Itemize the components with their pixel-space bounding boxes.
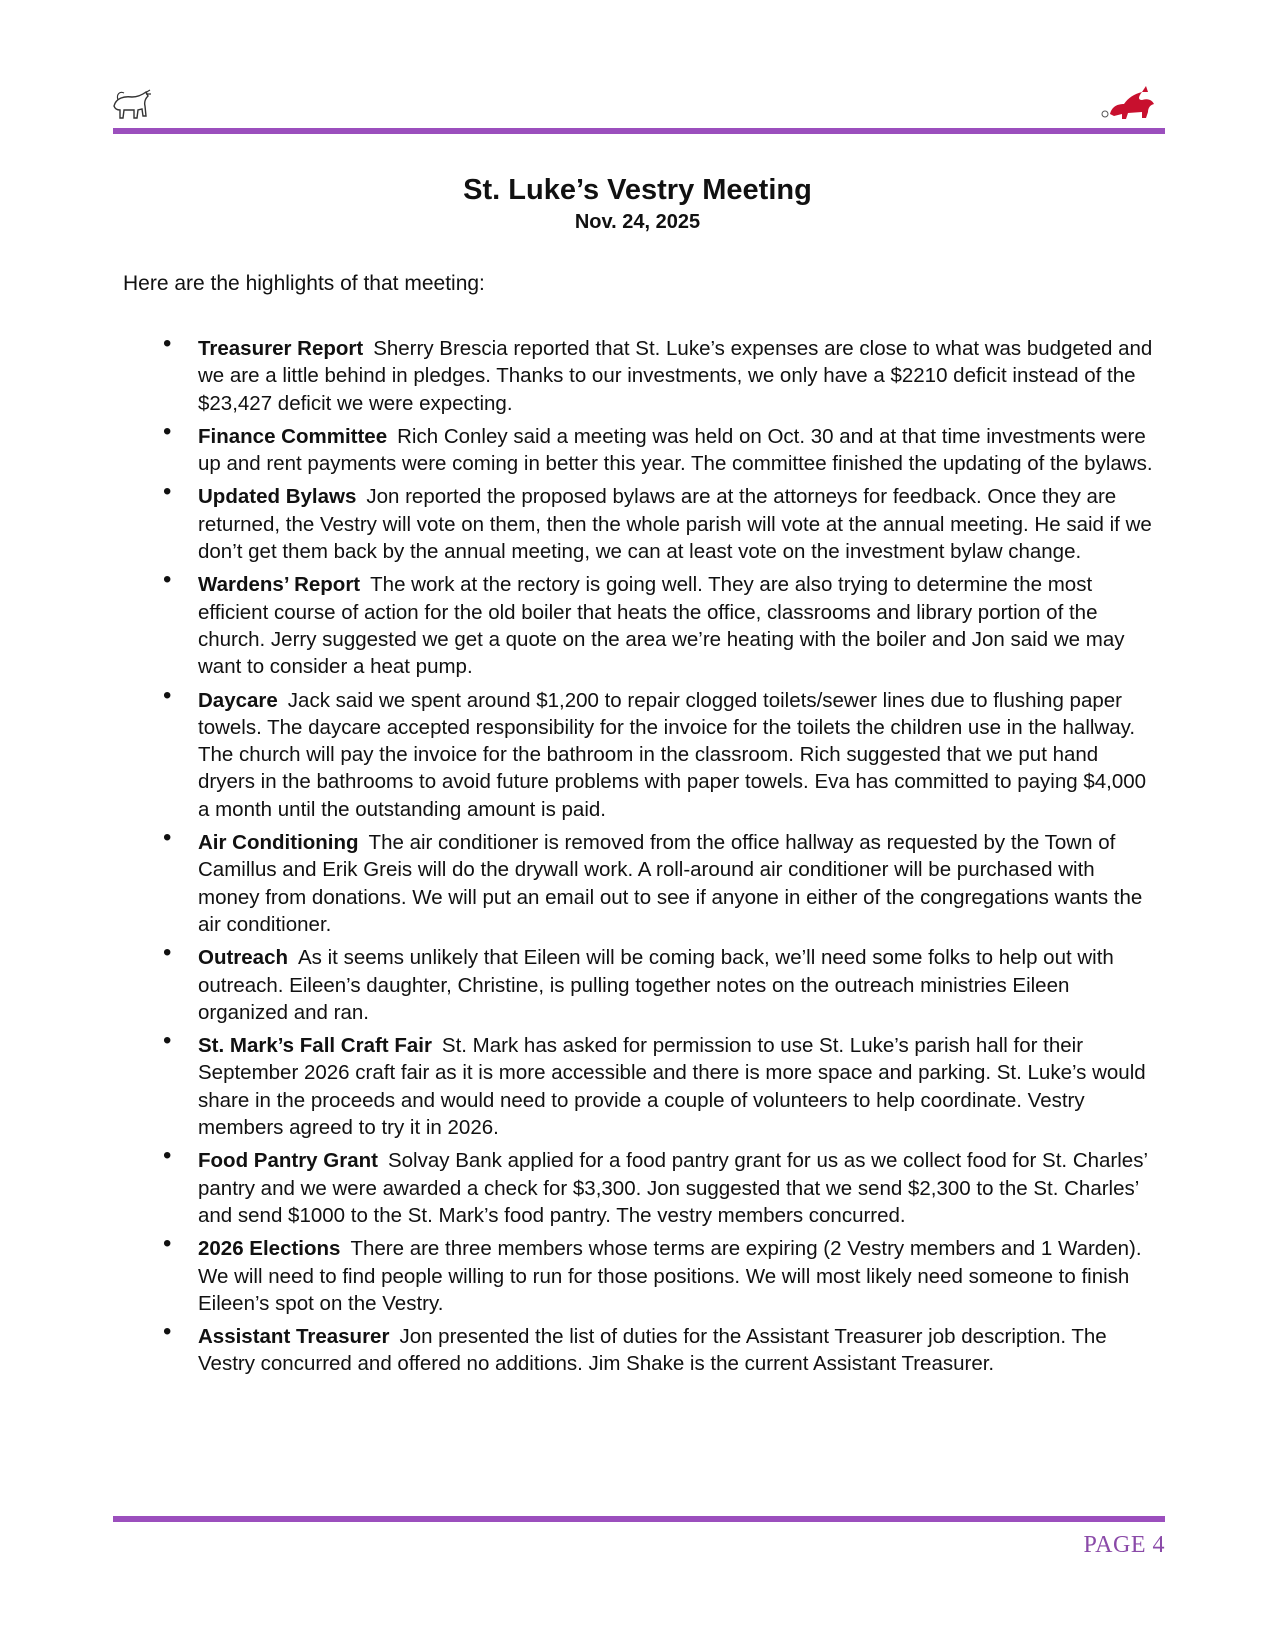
item-title: Wardens’ Report: [198, 573, 361, 597]
item-title: Treasurer Report: [198, 337, 364, 360]
item-title: St. Mark’s Fall Craft Fair: [198, 1034, 432, 1058]
bullet-icon: •: [163, 478, 172, 506]
item-text: Solvay Bank applied for a food pantry grant for us as we collect food for St. Charles’ pantry and we were awarded a check for $3,300. Jon suggested that we send $2,300 to the St. Charles’ and send $1000 to the St. Mark’s food pantry. The vestry members concurred.: [198, 1149, 1148, 1227]
page-number: PAGE 4: [1083, 1532, 1165, 1558]
meeting-date: Nov. 24, 2025: [574, 211, 701, 233]
item-title: Updated Bylaws: [198, 485, 357, 509]
bullet-icon: •: [163, 566, 172, 594]
item-title: Food Pantry Grant: [198, 1149, 378, 1173]
item-text: Sherry Brescia reported that St. Luke’s expenses are close to what was budgeted and we are a little behind in pledges. Thanks to our investments, we only have a $2210 deficit instead of the $23,427 deficit we were expecting.: [198, 337, 1153, 415]
item-text: Jack said we spent around $1,200 to repair clogged toilets/sewer lines due to flushing paper towels. The daycare accepted responsibility for the invoice for the toilets the children use in the hallway. The church will pay the invoice for the bathroom in the classroom. Rich suggested that we put hand dryers in the bathrooms to avoid future problems with paper towels. Eva has committed to paying $4,000 a month until the outstanding amount is paid.: [198, 688, 1147, 821]
winged-lion-icon: [1098, 86, 1160, 122]
item-text: Jon reported the proposed bylaws are at the attorneys for feedback. Once they are returned, the Vestry will vote on them, then the whole parish will vote at the annual meeting. He said if we don’t get them back by the annual meeting, we can at least vote on the investment bylaw change.: [198, 485, 1152, 564]
item-title: Air Conditioning: [198, 831, 359, 855]
item-title: Daycare: [198, 688, 278, 712]
list-item: [163, 1027, 1160, 1141]
list-item: [163, 417, 1160, 478]
item-text: Rich Conley said a meeting was held on Oct. 30 and at that time investments were up and rent payments were coming in better this year. The committee finished the updating of the bylaws.: [198, 424, 1153, 476]
list-item: [163, 566, 1160, 680]
header-rule: [113, 128, 1165, 134]
bullet-icon: •: [163, 1318, 172, 1346]
bullet-icon: •: [163, 824, 172, 852]
bullet-icon: •: [163, 1230, 172, 1258]
item-text: St. Mark has asked for permission to use St. Luke’s parish hall for their September 2026 craft fair as it is more accessible and there is more space and parking. St. Luke’s would share in the proceeds and would need to provide a couple of volunteers to help coordinate. Vestry members agreed to try it in 2026.: [198, 1034, 1146, 1140]
item-text: There are three members whose terms are expiring (2 Vestry members and 1 Warden). We will need to find people willing to run for those positions. We will most likely need someone to finish Eileen’s spot on the Vestry.: [198, 1237, 1142, 1315]
list-item: [163, 939, 1160, 1026]
item-title: Finance Committee: [198, 424, 388, 448]
list-item: [163, 330, 1160, 417]
intro-text: Here are the highlights of that meeting:: [123, 272, 485, 295]
list-item: [163, 1230, 1160, 1317]
list-item: [163, 478, 1160, 565]
bullet-icon: •: [163, 681, 172, 709]
bullet-icon: •: [163, 417, 172, 445]
bullet-icon: •: [163, 1142, 172, 1170]
bullet-icon: •: [163, 330, 172, 357]
item-text: Jon presented the list of duties for the Assistant Treasurer job description. The Vestry concurred and offered no additions. Jim Shake is the current Assistant Treasurer.: [198, 1325, 1107, 1376]
list-item: [163, 1318, 1160, 1378]
page-title: St. Luke’s Vestry Meeting: [463, 174, 812, 206]
item-text: The work at the rectory is going well. They are also trying to determine the most efficient course of action for the old boiler that heats the office, classrooms and library portion of the church. Jerry suggested we get a quote on the area we’re heating with the boiler and Jon said we may want to consider a heat pump.: [198, 573, 1125, 679]
list-item: [163, 1142, 1160, 1229]
item-title: 2026 Elections: [198, 1237, 341, 1261]
item-text: As it seems unlikely that Eileen will be coming back, we’ll need some folks to help out with outreach. Eileen’s daughter, Christine, is pulling together notes on the outreach ministries Eileen organized and ran.: [198, 946, 1114, 1024]
highlights-list: [163, 330, 1160, 1384]
bullet-icon: •: [163, 939, 172, 967]
item-title: Assistant Treasurer: [198, 1325, 390, 1349]
item-title: Outreach: [198, 946, 288, 970]
ox-icon: [110, 88, 152, 122]
item-text: The air conditioner is removed from the office hallway as requested by the Town of Camillus and Erik Greis will do the drywall work. A roll-around air conditioner will be purchased with money from donations. We will put an email out to see if anyone in either of the congregations wants the air conditioner.: [198, 831, 1143, 936]
list-item: [163, 824, 1160, 938]
footer-rule: [113, 1516, 1165, 1522]
bullet-icon: •: [163, 1027, 172, 1055]
list-item: [163, 681, 1160, 823]
